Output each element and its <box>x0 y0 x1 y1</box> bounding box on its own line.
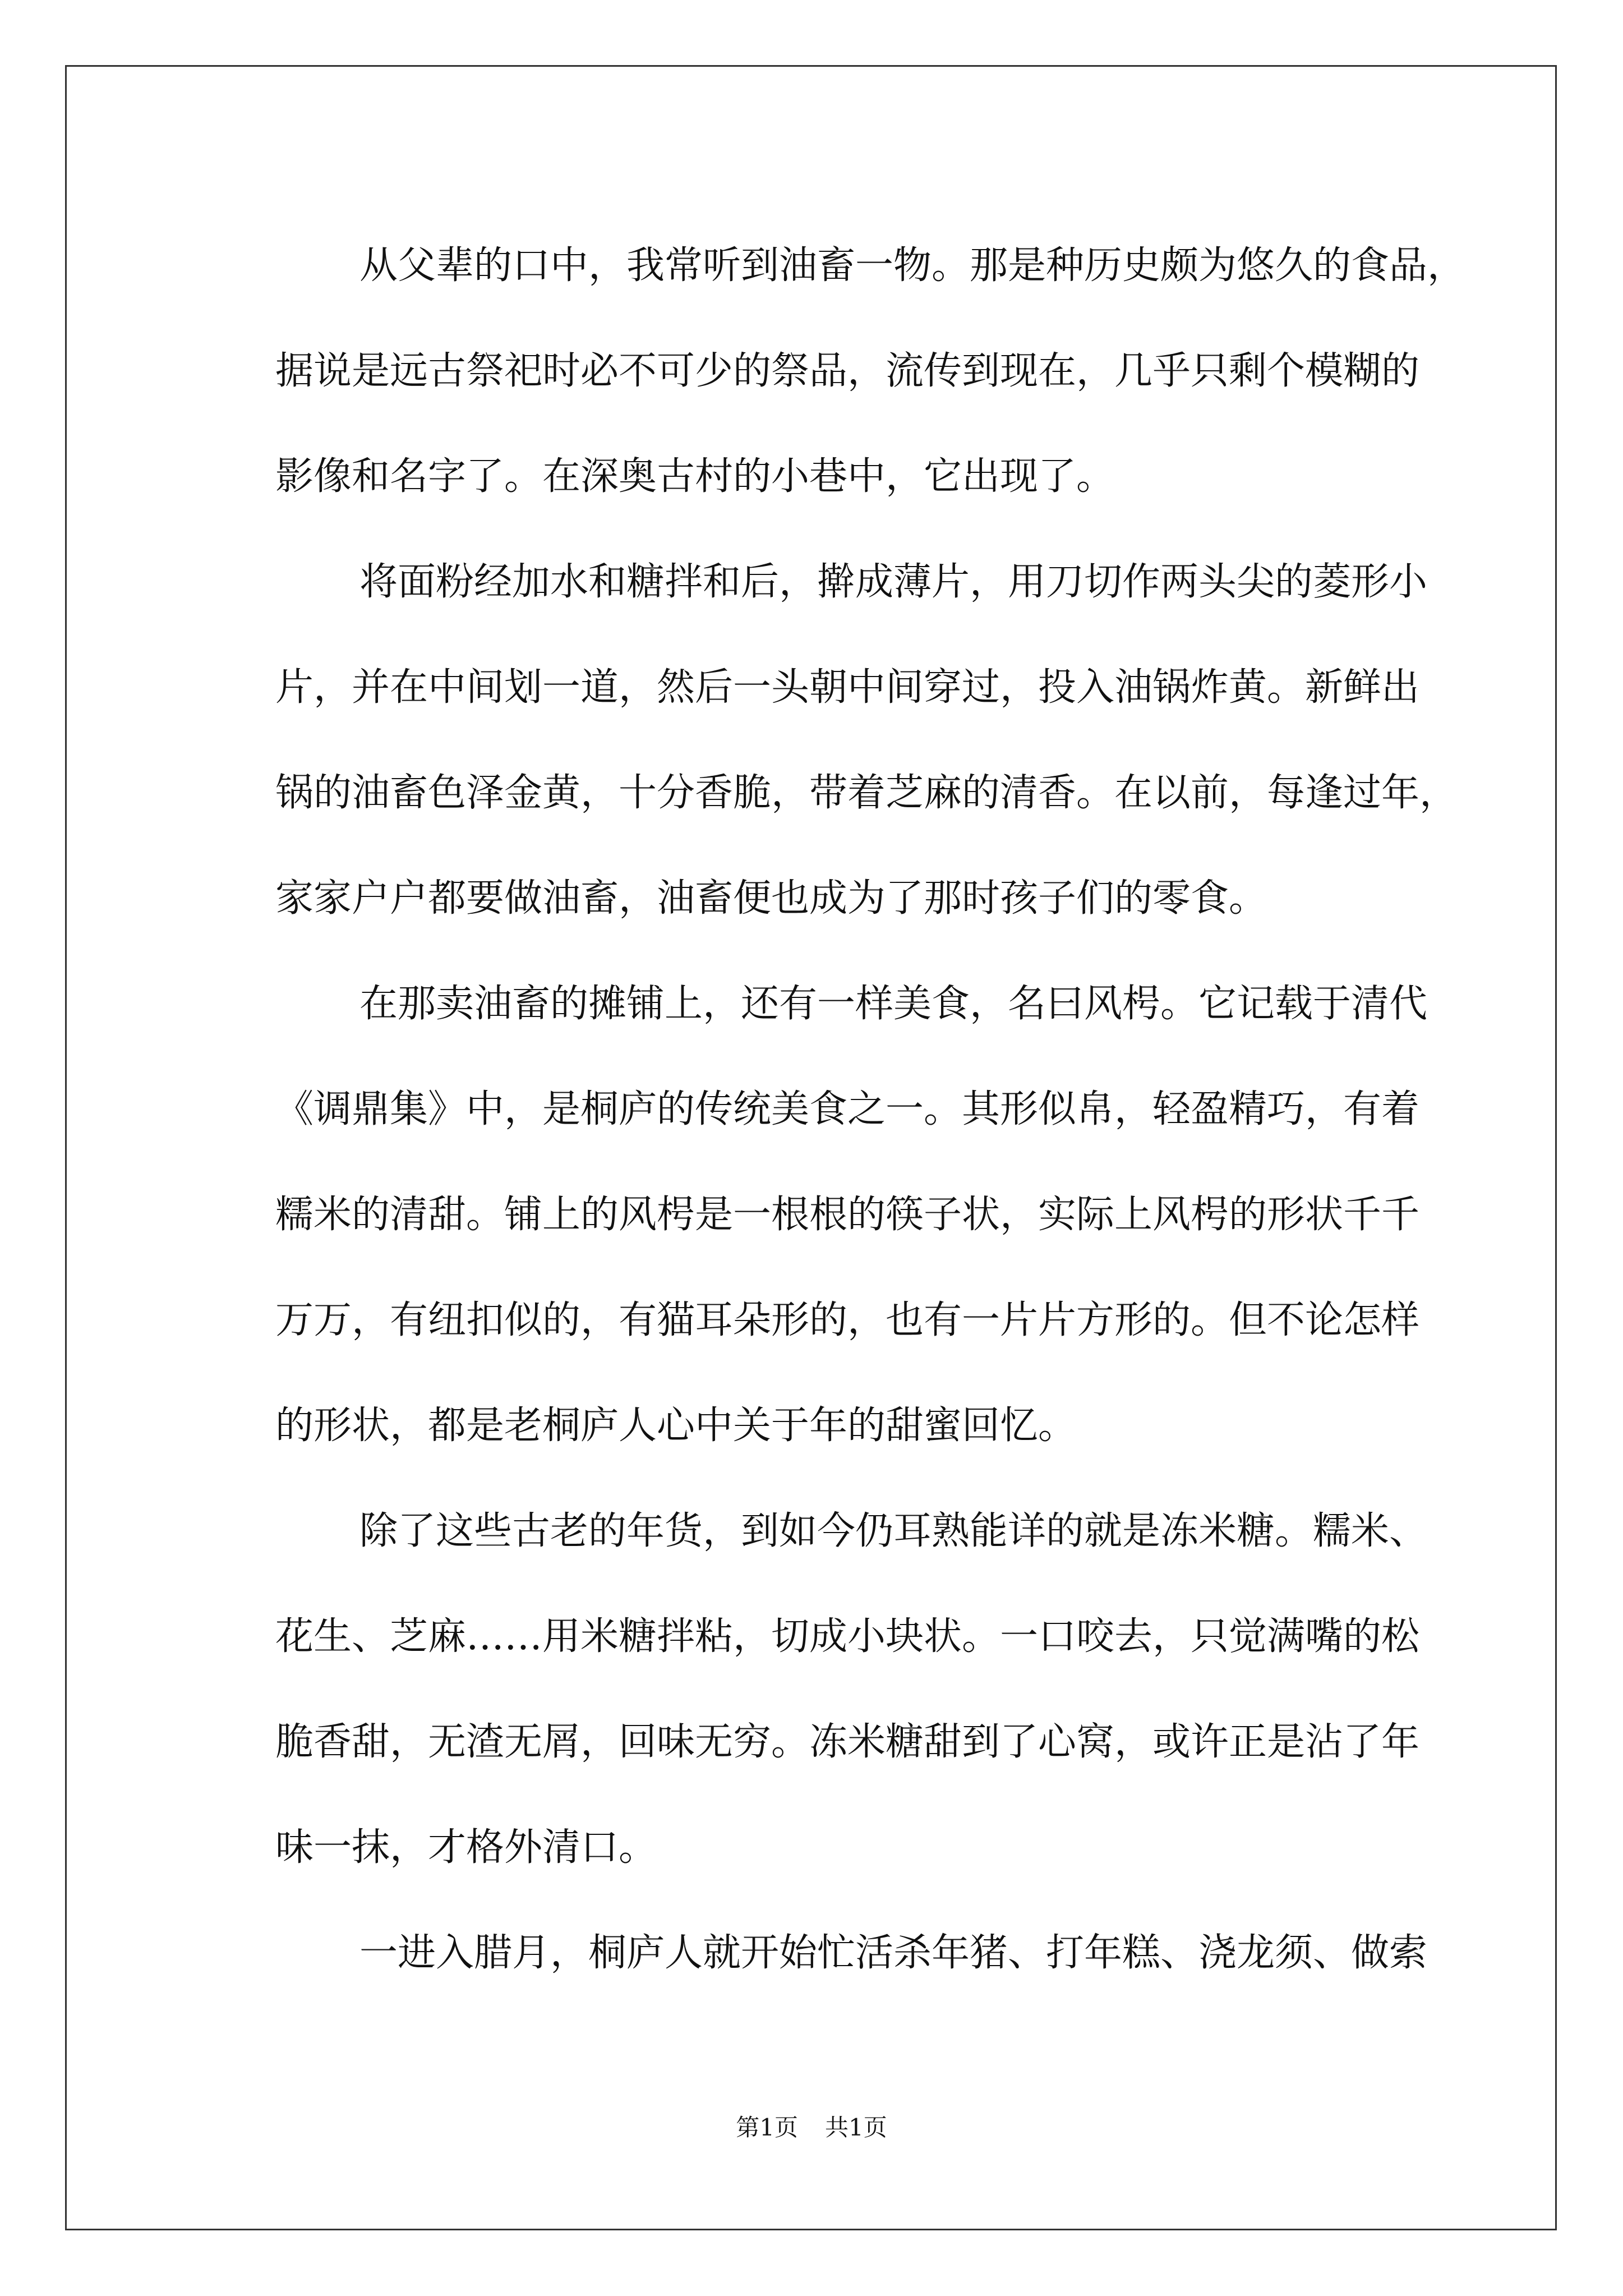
text-line: 片，并在中间划一道，然后一头朝中间穿过，投入油锅炸黄。新鲜出 <box>275 665 1420 710</box>
text-line: 在那卖油畜的摊铺上，还有一样美食，名曰风枵。它记载于清代 <box>359 982 1428 1026</box>
text-line: 锅的油畜色泽金黄，十分香脆，带着芝麻的清香。在以前，每逢过年， <box>275 771 1458 815</box>
text-line: 花生、芝麻……用米糖拌粘，切成小块状。一口咬去，只觉满嘴的松 <box>275 1614 1420 1659</box>
page-number-current: 第1页 <box>736 2114 798 2141</box>
text-line: 除了这些古老的年货，到如今仍耳熟能详的就是冻米糖。糯米、 <box>359 1509 1428 1553</box>
document-body <box>199 213 1466 2006</box>
paragraph-4 <box>199 1479 1428 1901</box>
paragraph-1 <box>199 213 1466 530</box>
text-line: 万万，有纽扣似的，有猫耳朵形的，也有一片片方形的。但不论怎样 <box>275 1298 1420 1342</box>
page-number-total: 共1页 <box>825 2114 887 2141</box>
text-line: 脆香甜，无渣无屑，回味无穷。冻米糖甜到了心窝，或许正是沾了年 <box>275 1720 1420 1764</box>
text-line: 从父辈的口中，我常听到油畜一物。那是种历史颇为悠久的食品， <box>359 243 1466 288</box>
paragraph-2 <box>199 530 1458 951</box>
text-line: 味一抹，才格外清口。 <box>275 1825 657 1870</box>
text-line: 将面粉经加水和糖拌和后，擀成薄片，用刀切作两头尖的菱形小 <box>359 560 1428 604</box>
page-footer <box>0 2109 1623 2143</box>
text-line: 的形状，都是老桐庐人心中关于年的甜蜜回忆。 <box>275 1404 1077 1448</box>
text-line: 《调鼎集》中，是桐庐的传统美食之一。其形似帛，轻盈精巧，有着 <box>275 1087 1420 1131</box>
text-line: 糯米的清甜。铺上的风枵是一根根的筷子状，实际上风枵的形状千千 <box>275 1193 1420 1237</box>
text-line: 家家户户都要做油畜，油畜便也成为了那时孩子们的零食。 <box>275 876 1267 921</box>
text-line: 一进入腊月，桐庐人就开始忙活杀年猪、打年糕、浇龙须、做索 <box>359 1931 1428 1975</box>
text-line: 影像和名字了。在深奥古村的小巷中，它出现了。 <box>275 454 1115 499</box>
text-line: 据说是远古祭祀时必不可少的祭品，流传到现在，几乎只剩个模糊的 <box>275 349 1420 393</box>
paragraph-5 <box>199 1901 1428 2006</box>
paragraph-3 <box>199 951 1428 1479</box>
